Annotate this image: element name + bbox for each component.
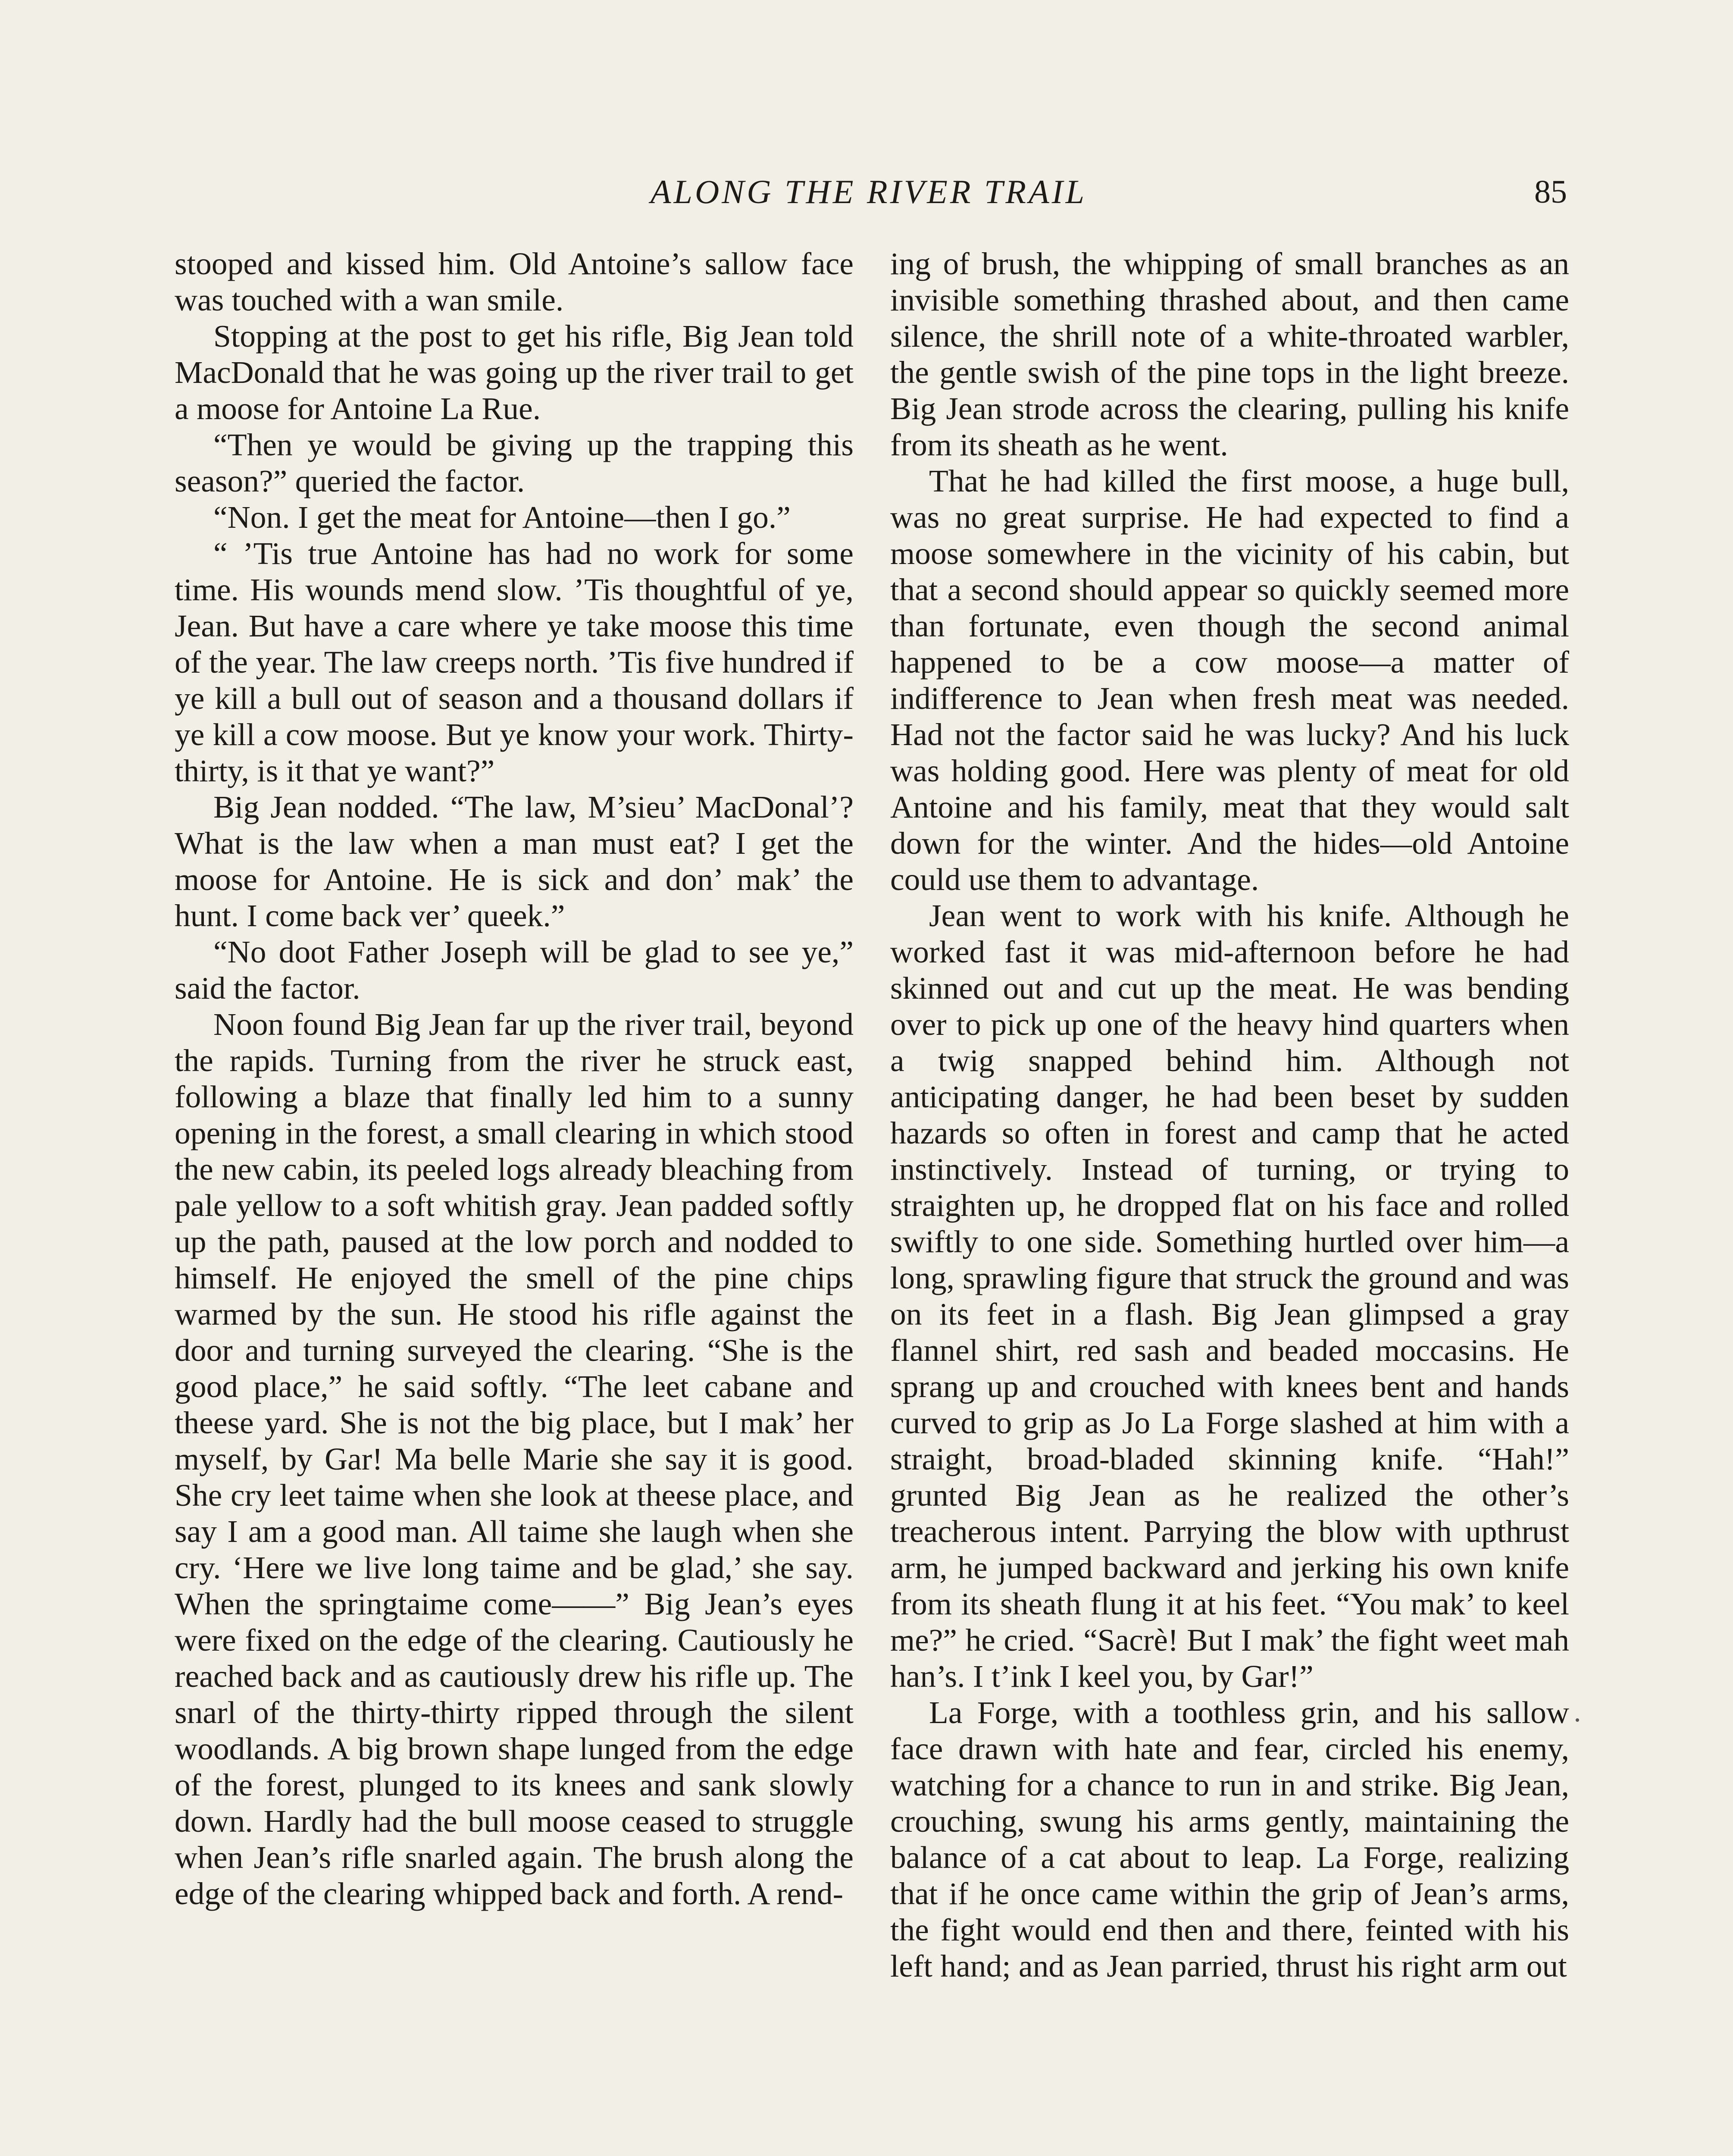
paragraph: That he had killed the first moose, a huge bull, was no great surprise. He had expected to find a moose somewhere in the vicinity of his cabin, but that a second should appear so quickly seemed more than fortunate, even though the second animal happened to be a cow moose—a matter of indifference to Jean when fresh meat was needed. Had not the factor said he was lucky? And his luck was holding good. Here was plenty of meat for old Antoine and his family, meat that they would salt down for the winter. And the hides—old Antoine could use them to advantage.	[890, 464, 1569, 897]
paragraph: stooped and kissed him. Old Antoine’s sallow face was touched with a wan smile.	[175, 246, 854, 317]
page-number: 85	[1534, 174, 1567, 210]
running-header	[170, 166, 1567, 218]
paragraph: “No doot Father Joseph will be glad to see ye,” said the factor.	[175, 934, 854, 1006]
paragraph: Noon found Big Jean far up the river trail, beyond the rapids. Turning from the river he struck east, following a blaze that finally led him to a sunny opening in the forest, a small clearing in which stood the new cabin, its peeled logs already bleaching from pale yellow to a soft whitish gray. Jean padded softly up the path, paused at the low porch and nodded to himself. He enjoyed the smell of the pine chips warmed by the sun. He stood his rifle against the door and turning surveyed the clearing. “She is the good place,” he said softly. “The leet cabane and theese yard. She is not the big place, but I mak’ her myself, by Gar! Ma belle Marie she say it is good. She cry leet taime when she look at theese place, and say I am a good man. All taime she laugh when she cry. ‘Here we live long taime and be glad,’ she say. When the springtaime come——” Big Jean’s eyes were fixed on the edge of the clearing. Cautiously he reached back and as cautiously drew his rifle up. The snarl of the thirty-thirty ripped through the silent woodlands. A big brown shape lunged from the edge of the forest, plunged to its knees and sank slowly down. Hardly had the bull moose ceased to struggle when Jean’s rifle snarled again. The brush along the edge of the clearing whipped back and forth. A rend-	[175, 1007, 854, 1911]
paragraph: La Forge, with a toothless grin, and his sallow face drawn with hate and fear, circled his enemy, watching for a chance to run in and strike. Big Jean, crouching, swung his arms gently, maintaining the balance of a cat about to leap. La Forge, realizing that if he once came within the grip of Jean’s arms, the fight would end then and there, feinted with his left hand; and as Jean parried, thrust his right arm out	[890, 1695, 1569, 1984]
running-title: ALONG THE RIVER TRAIL	[650, 173, 1087, 210]
paragraph: ing of brush, the whipping of small branches as an invisible something thrashed about, and then came silence, the shrill note of a white-throated warbler, the gentle swish of the pine tops in the light breeze. Big Jean strode across the clearing, pulling his knife from its sheath as he went.	[890, 246, 1569, 462]
paragraph: Stopping at the post to get his rifle, Big Jean told MacDonald that he was going up the river trail to get a moose for Antoine La Rue.	[175, 319, 854, 426]
print-speck	[1576, 1718, 1579, 1722]
paragraph: “Non. I get the meat for Antoine—then I go.”	[213, 500, 791, 535]
paragraph: “Then ye would be giving up the trapping this season?” queried the factor.	[175, 427, 854, 498]
right-column	[890, 246, 1569, 2156]
paragraph: Jean went to work with his knife. Although he worked fast it was mid-afternoon before he had skinned out and cut up the meat. He was bending over to pick up one of the heavy hind quarters when a twig snapped behind him. Although not anticipating danger, he had been beset by sudden hazards so often in forest and camp that he acted instinctively. Instead of turning, or trying to straighten up, he dropped flat on his face and rolled swiftly to one side. Something hurtled over him—a long, sprawling figure that struck the ground and was on its feet in a flash. Big Jean glimpsed a gray flannel shirt, red sash and beaded moccasins. He sprang up and crouched with knees bent and hands curved to grip as Jo La Forge slashed at him with a straight, broad-bladed skinning knife. “Hah!” grunted Big Jean as he realized the other’s treacherous intent. Parrying the blow with upthrust arm, he jumped backward and jerking his own knife from its sheath flung it at his feet. “You mak’ to keel me?” he cried. “Sacrè! But I mak’ the fight weet mah han’s. I t’ink I keel you, by Gar!”	[890, 898, 1569, 1694]
paragraph: Big Jean nodded. “The law, M’sieu’ MacDonal’? What is the law when a man must eat? I get the moose for Antoine. He is sick and don’ mak’ the hunt. I come back ver’ queek.”	[175, 790, 854, 933]
paragraph: “ ’Tis true Antoine has had no work for some time. His wounds mend slow. ’Tis thoughtful of ye, Jean. But have a care where ye take moose this time of the year. The law creeps north. ’Tis five hundred if ye kill a bull out of season and a thousand dollars if ye kill a cow moose. But ye know your work. Thirty-thirty, is it that ye want?”	[175, 536, 854, 788]
left-column	[175, 246, 854, 2156]
